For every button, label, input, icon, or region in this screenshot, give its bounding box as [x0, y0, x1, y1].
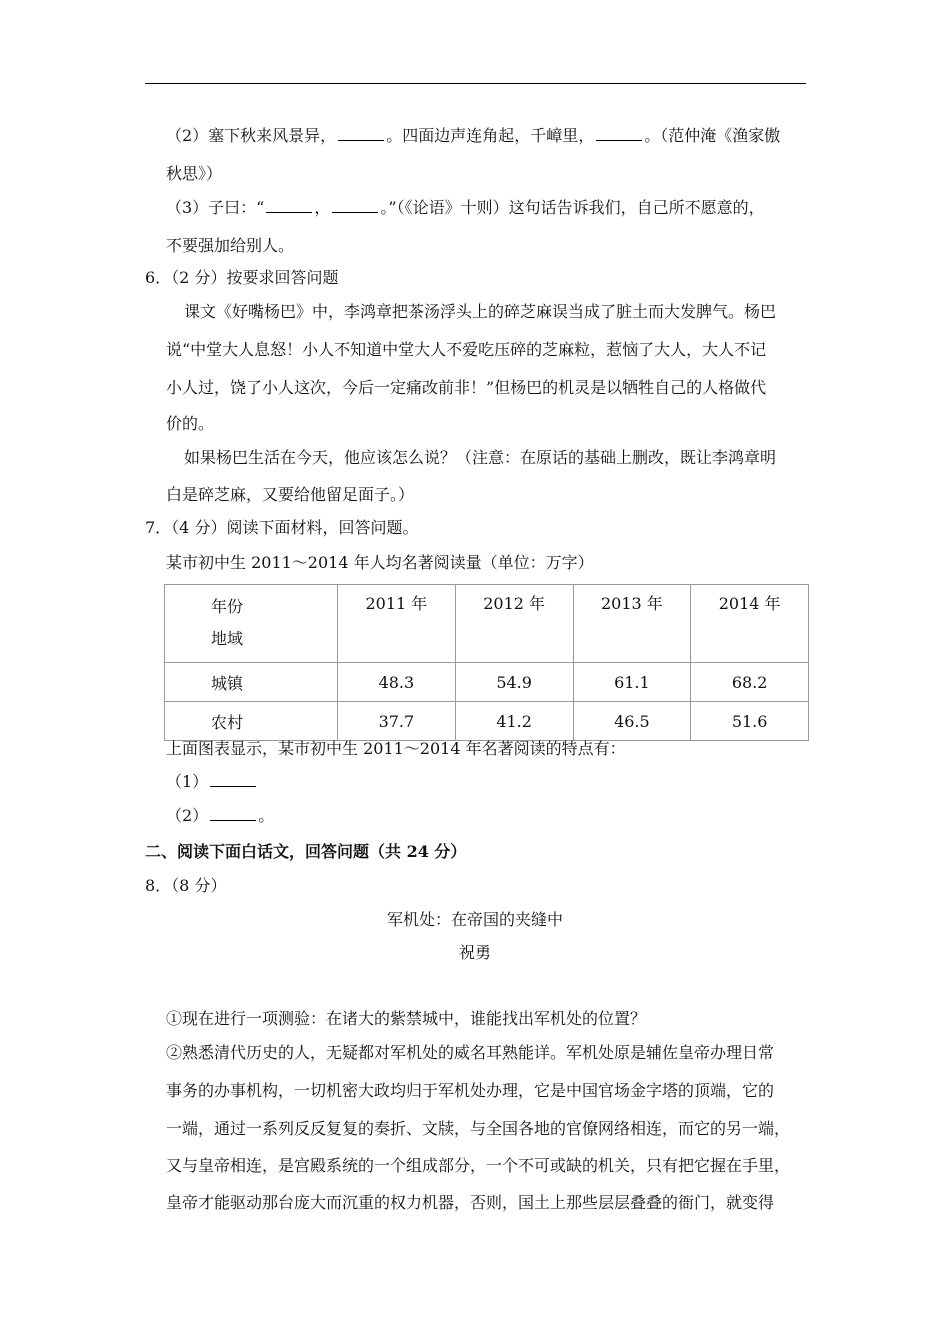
region-cell: 城镇: [165, 663, 338, 702]
article-para-line: ②熟悉清代历史的人，无疑都对军机处的威名耳熟能详。军机处原是辅佐皇帝办理日常: [166, 1043, 775, 1062]
value-cell: 54.9: [455, 663, 573, 702]
table-row: [165, 663, 809, 702]
q6-para1-line: 小人过，饶了小人这次，今后一定痛改前非！”但杨巴的机灵是以牺牲自己的人格做代: [166, 378, 767, 397]
q6-para2-line: 如果杨巴生活在今天，他应该怎么说？（注意：在原话的基础上删改，既让李鸿章明: [184, 448, 777, 467]
article-para-line: 事务的办事机构，一切机密大政均归于军机处办理，它是中国官场金字塔的顶端，它的: [166, 1081, 775, 1100]
article-para: ①现在进行一项测验：在诸大的紫禁城中，谁能找出军机处的位置？: [166, 1009, 647, 1028]
table-caption: 某市初中生 2011～2014 年人均名著阅读量（单位：万字）: [166, 553, 594, 572]
q6-para2-line: 白是碎芝麻，又要给他留足面子。）: [166, 485, 415, 504]
q7-item2-label: （2）: [166, 806, 209, 825]
q7-item2-end: 。: [258, 806, 275, 825]
region-cell: 农村: [165, 702, 338, 741]
q5-line-3a: [166, 198, 765, 218]
q6-para1-line: 课文《好嘴杨巴》中，李鸿章把茶汤浮头上的碎芝麻误当成了脏土而大发脾气。杨巴: [184, 302, 777, 321]
q5-2-text-3: 。（范仲淹《渔家傲: [644, 126, 781, 145]
table-corner-cell: [165, 585, 338, 663]
reading-stats-table: [164, 584, 809, 741]
corner-label-region: 地域: [211, 629, 244, 648]
article-author: 祝勇: [458, 943, 491, 962]
q5-2-text-2: 。四面边声连角起，千嶂里，: [386, 126, 595, 145]
value-cell: 48.3: [338, 663, 456, 702]
value-cell: 61.1: [573, 663, 691, 702]
answer-blank[interactable]: [332, 198, 378, 213]
article-title: 军机处：在帝国的夹缝中: [386, 910, 563, 929]
article-para-line: 皇帝才能驱动那台庞大而沉重的权力机器，否则，国土上那些层层叠叠的衙门，就变得: [166, 1193, 775, 1212]
year-header: 2011 年: [338, 585, 456, 663]
q7-answer-2: [166, 806, 274, 826]
corner-label-year: 年份: [211, 597, 244, 616]
value-cell: 37.7: [338, 702, 456, 741]
q5-3-text-2: 。”（《论语》十则）这句话告诉我们，自己所不愿意的，: [380, 198, 765, 217]
year-header: 2013 年: [573, 585, 691, 663]
value-cell: 68.2: [691, 663, 809, 702]
answer-blank[interactable]: [266, 198, 312, 213]
q5-3-text-1: （3）子曰：“: [166, 198, 265, 217]
value-cell: 46.5: [573, 702, 691, 741]
q8-heading: 8．（8 分）: [145, 876, 227, 895]
article-para-line: 又与皇帝相连，是宫殿系统的一个组成部分，一个不可或缺的机关，只有把它握在手里，: [166, 1156, 791, 1175]
q5-line-2a: [166, 126, 780, 146]
table-header-row: [165, 585, 809, 663]
header-rule: [145, 83, 806, 84]
q5-3-sep: ，: [314, 198, 331, 217]
q7-item1-label: （1）: [166, 772, 209, 791]
q5-line-2b: 秋思》）: [166, 164, 223, 183]
answer-blank[interactable]: [210, 806, 256, 821]
table-row: [165, 702, 809, 741]
value-cell: 41.2: [455, 702, 573, 741]
year-header: 2014 年: [691, 585, 809, 663]
q5-2-text-1: （2）塞下秋来风景异，: [166, 126, 337, 145]
answer-blank[interactable]: [338, 126, 384, 141]
q6-para1-line: 说“中堂大人息怒！小人不知道中堂大人不爱吃压碎的芝麻粒，惹恼了大人，大人不记: [166, 340, 767, 359]
q6-heading: 6．（2 分）按要求回答问题: [145, 268, 339, 287]
q5-line-3b: 不要强加给别人。: [166, 236, 295, 255]
value-cell: 51.6: [691, 702, 809, 741]
q6-para1-line: 价的。: [166, 414, 215, 433]
q7-answer-1: [166, 772, 258, 792]
answer-blank[interactable]: [210, 772, 256, 787]
q7-after-text: 上面图表显示，某市初中生 2011～2014 年名著阅读的特点有：: [166, 739, 626, 758]
q7-heading: 7．（4 分）阅读下面材料，回答问题。: [145, 518, 419, 537]
section-heading: 二、阅读下面白话文，回答问题（共 24 分）: [145, 842, 467, 861]
year-header: 2012 年: [455, 585, 573, 663]
answer-blank[interactable]: [596, 126, 642, 141]
article-para-line: 一端，通过一系列反反复复的奏折、文牍，与全国各地的官僚网络相连，而它的另一端，: [166, 1119, 791, 1138]
